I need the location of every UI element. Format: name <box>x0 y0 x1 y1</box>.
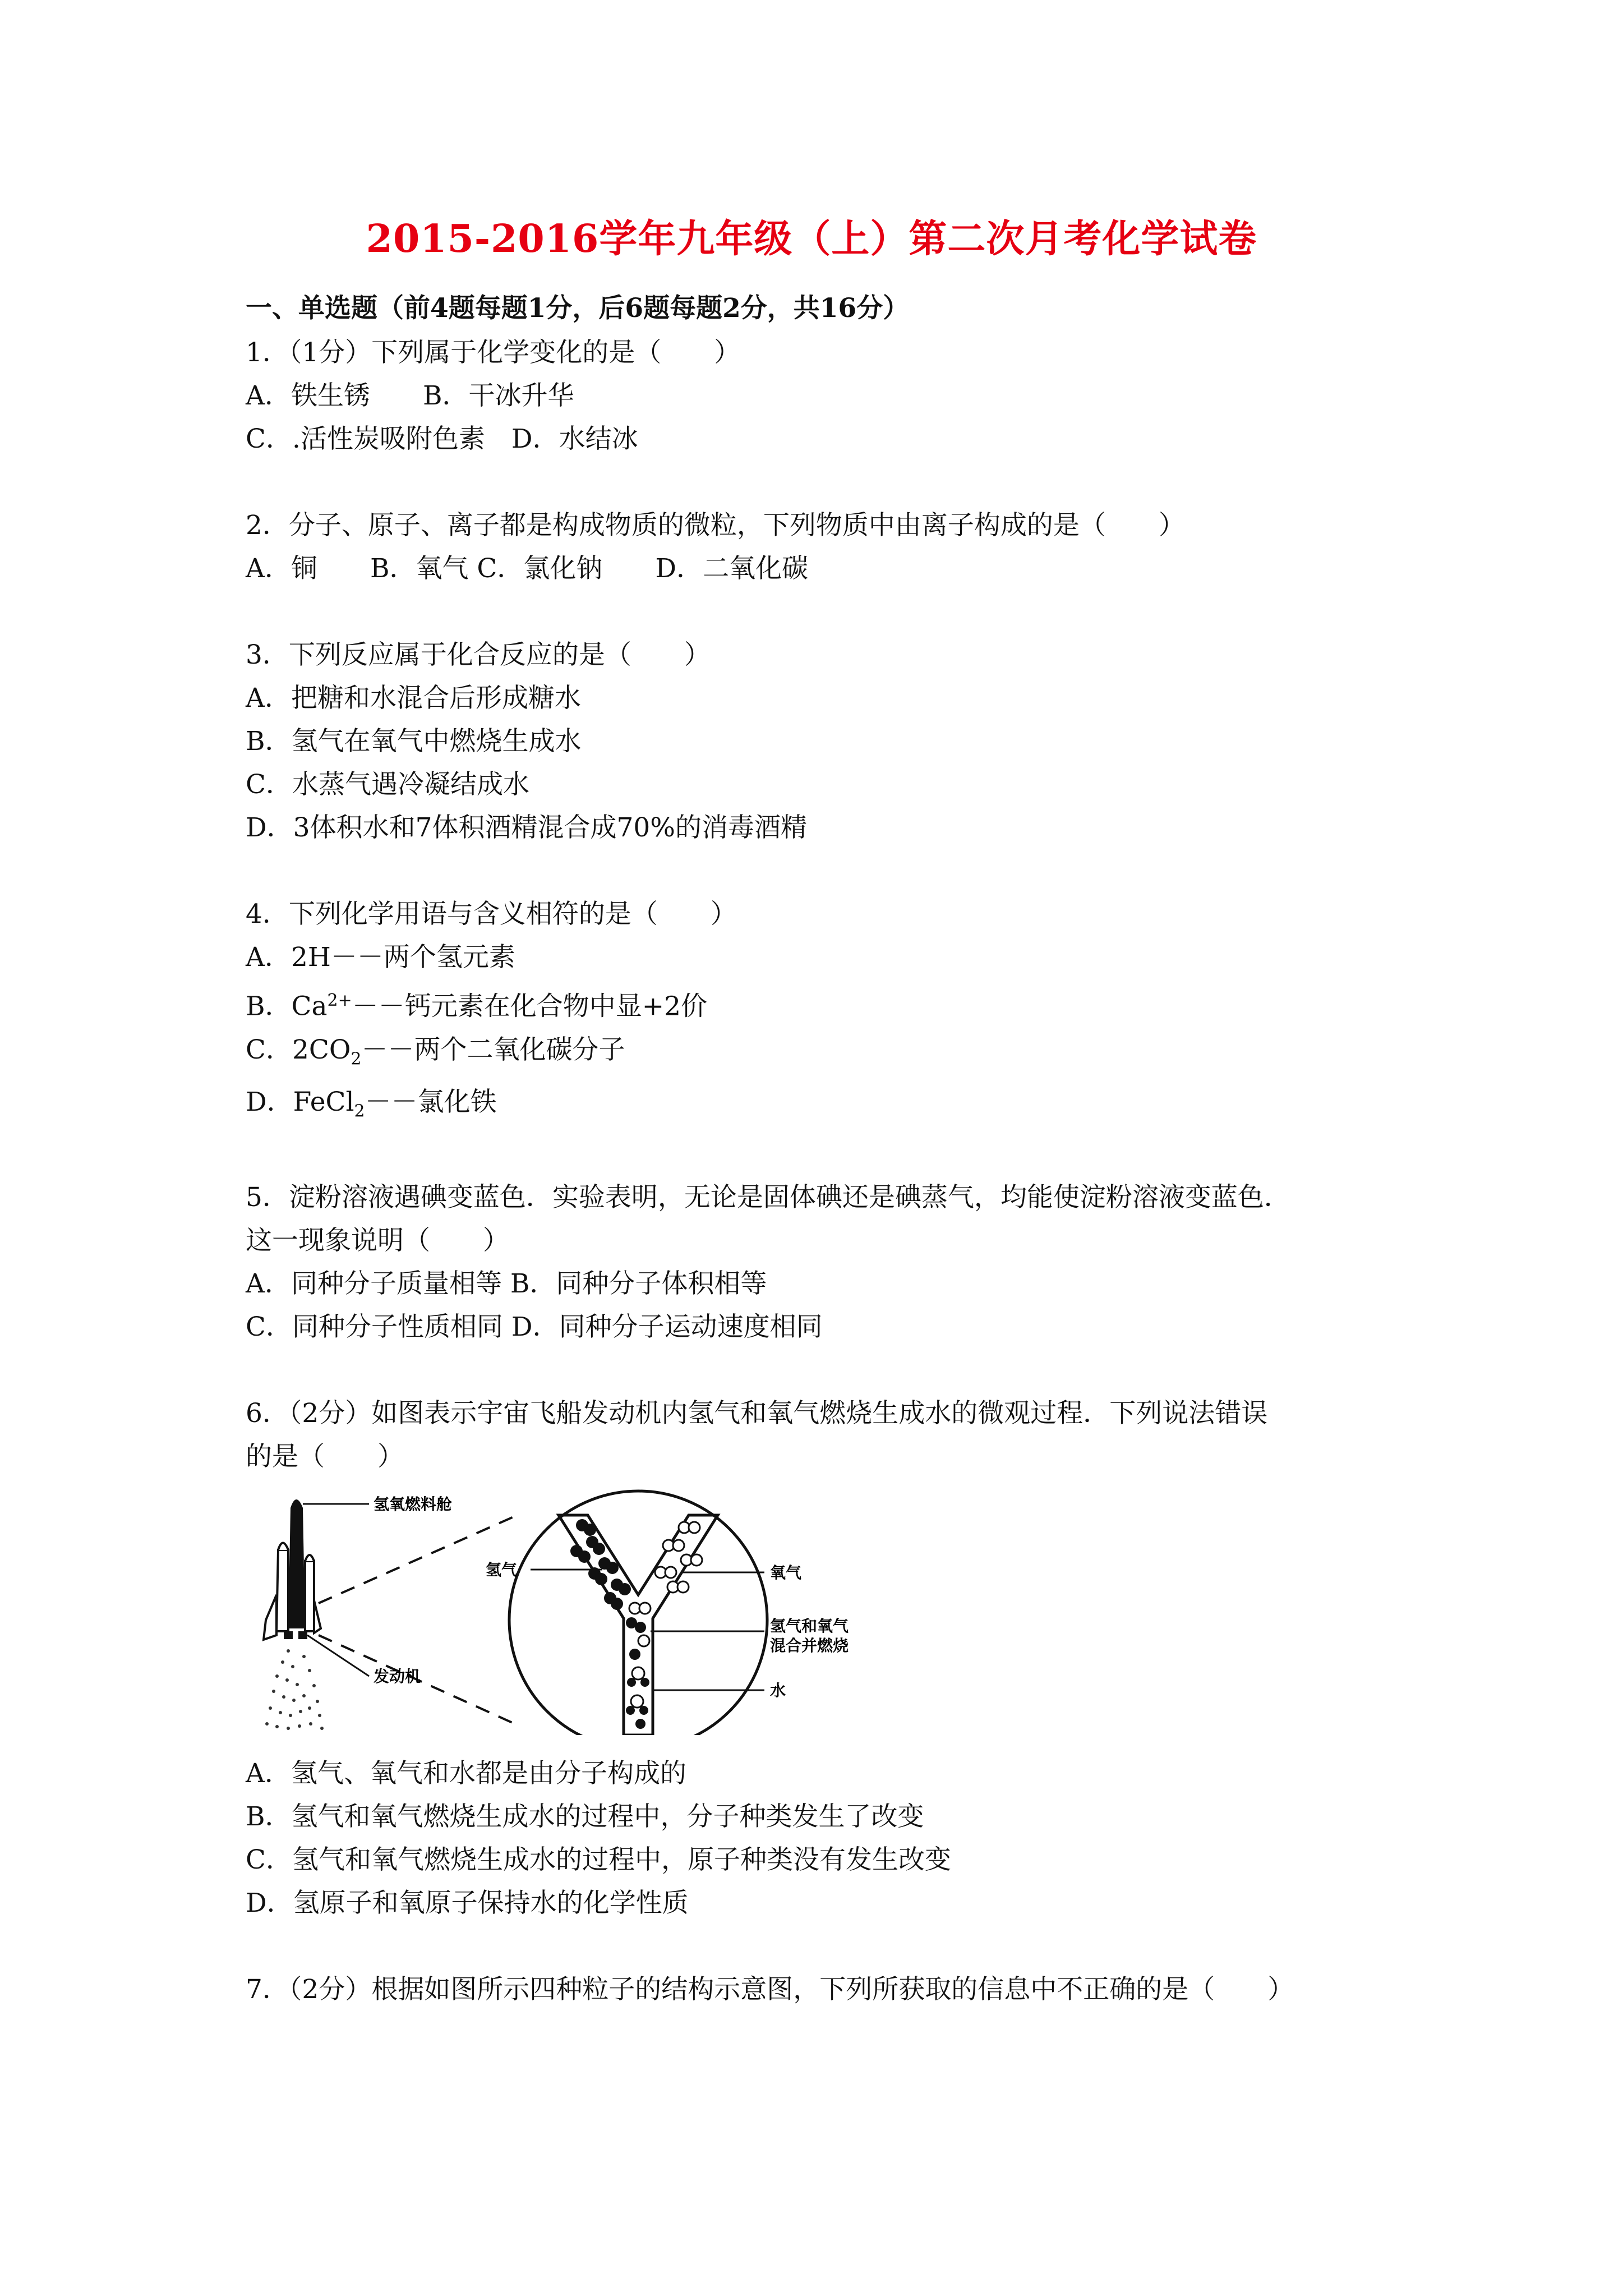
label-fuel-tank: 氢氧燃料舱 <box>374 1495 453 1514</box>
option-a: A．把糖和水混合后形成糖水 <box>246 683 581 714</box>
option-line: A．铁生锈 B．干冰升华 <box>246 380 574 411</box>
option-line: A．铜 B．氧气 C．氯化钠 D．二氧化碳 <box>246 553 809 584</box>
question-6 <box>246 1392 1390 1925</box>
option-d: D．3体积水和7体积酒精混合成70%的消毒酒精 <box>246 812 807 843</box>
question-stem-cont: 这一现象说明（ ） <box>246 1225 509 1257</box>
rocket-icon <box>264 1499 321 1640</box>
question-stem: 6．（2分）如图表示宇宙飞船发动机内氢气和氧气燃烧生成水的微观过程．下列说法错误 <box>246 1398 1268 1429</box>
subscript: 2 <box>354 1101 365 1121</box>
option-b-meaning: －－钙元素在化合物中显+2价 <box>352 991 708 1022</box>
question-stem: 5．淀粉溶液遇碘变蓝色．实验表明，无论是固体碘还是碘蒸气，均能使淀粉溶液变蓝色． <box>246 1182 1290 1213</box>
question-list <box>246 331 1390 2054</box>
option-line: C．同种分子性质相同 D．同种分子运动速度相同 <box>246 1312 823 1343</box>
option-line: A．同种分子质量相等 B．同种分子体积相等 <box>246 1268 767 1300</box>
question-1 <box>246 331 1390 461</box>
question-stem: 4．下列化学用语与含义相符的是（ ） <box>246 899 737 930</box>
exam-title: 2015-2016学年九年级（上）第二次月考化学试卷 <box>366 217 1257 261</box>
exhaust-plume <box>265 1649 324 1730</box>
question-5 <box>246 1176 1390 1349</box>
option-b <box>246 979 1390 1028</box>
option-a-text: A．2H－－两个氢元素 <box>246 942 515 973</box>
option-c: C．水蒸气遇冷凝结成水 <box>246 769 529 800</box>
option-a: A．氢气、氧气和水都是由分子构成的 <box>246 1758 686 1789</box>
question-stem: 1．（1分）下列属于化学变化的是（ ） <box>246 337 741 368</box>
option-b: B．氢气在氧气中燃烧生成水 <box>246 726 582 757</box>
option-c <box>246 1028 1390 1080</box>
option-c-formula: C．2CO <box>246 1034 351 1065</box>
label-hydrogen: 氢气 <box>486 1561 518 1580</box>
option-b: B．氢气和氧气燃烧生成水的过程中，分子种类发生了改变 <box>246 1801 924 1833</box>
option-b-formula: B．Ca <box>246 991 328 1022</box>
ion-charge: 2+ <box>327 991 352 1010</box>
option-d: D．氢原子和氧原子保持水的化学性质 <box>246 1888 689 1919</box>
question-stem: 2．分子、原子、离子都是构成物质的微粒，下列物质中由离子构成的是（ ） <box>246 510 1185 541</box>
option-c: C．氢气和氧气燃烧生成水的过程中，原子种类没有发生改变 <box>246 1844 951 1876</box>
question-2 <box>246 504 1390 590</box>
label-oxygen: 氧气 <box>770 1563 802 1582</box>
question-stem-cont: 的是（ ） <box>246 1441 404 1473</box>
label-engine: 发动机 <box>374 1667 421 1686</box>
question-7 <box>246 1968 1390 2011</box>
label-water: 水 <box>770 1681 786 1700</box>
question-4 <box>246 892 1390 1133</box>
label-mix-line1: 氢气和氧气 <box>770 1617 849 1636</box>
label-mix-line2: 混合并燃烧 <box>770 1636 849 1655</box>
question-stem: 3．下列反应属于化合反应的是（ ） <box>246 639 711 670</box>
option-d-meaning: －－氯化铁 <box>365 1087 497 1118</box>
section-heading: 一、单选题（前4题每题1分，后6题每题2分，共16分） <box>246 293 910 324</box>
option-d <box>246 1080 1390 1133</box>
figure-svg <box>251 1488 891 1735</box>
option-a <box>246 936 1390 979</box>
option-line: C．.活性炭吸附色素 D．水结冰 <box>246 424 638 454</box>
subscript: 2 <box>351 1049 362 1069</box>
question-stem: 7．（2分）根据如图所示四种粒子的结构示意图，下列所获取的信息中不正确的是（ ） <box>246 1974 1294 2005</box>
question-3 <box>246 633 1390 849</box>
option-d-formula: D．FeCl <box>246 1087 354 1118</box>
rocket-reaction-figure <box>251 1488 891 1735</box>
option-c-meaning: －－两个二氧化碳分子 <box>361 1034 625 1065</box>
